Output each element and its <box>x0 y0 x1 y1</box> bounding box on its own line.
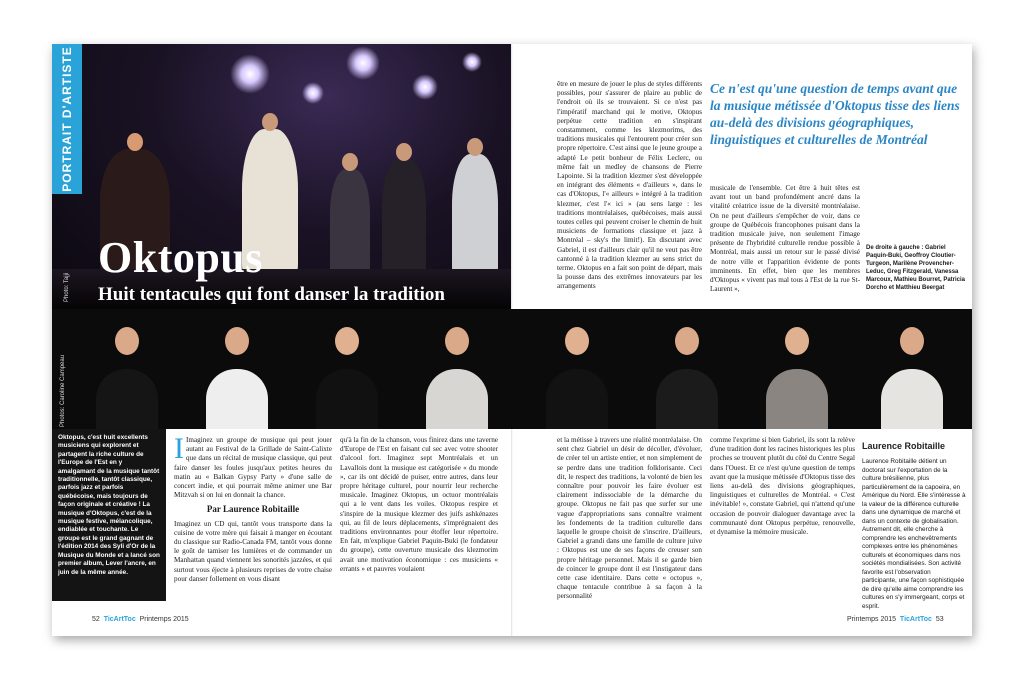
portrait-singer <box>292 309 402 429</box>
portrait-accordion <box>632 309 742 429</box>
hero-photo <box>52 44 511 309</box>
hero-photo-credit: Photo: Tajji <box>64 272 70 302</box>
intro-caption-box <box>52 429 166 601</box>
folio-left: 52 TicArtToc Printemps 2015 <box>92 616 189 623</box>
performer-trombone <box>452 154 498 279</box>
body-column-6: comme l'exprime si bien Gabriel, ils sont la relève d'une tradition dont les racines historiques les plus proches se trouvent plutôt du côté du Centre Segal dans l'Ouest. Et ce n'est qu'une question de temps avant que la musique métissée d'Oktopus tisse des liens au-delà des divisions géographiques, linguistiques et culturelles de Montréal. « C'est inévitable! », constate Gabriel, qui n'attend qu'une occasion de pouvoir dialoguer davantage avec la communauté dont Oktopus perpétue, renouvelle, et dynamise la mémoire musicale. <box>710 436 855 537</box>
portrait-trombone-woman <box>742 309 852 429</box>
portrait-clarinet <box>72 309 182 429</box>
pull-quote: Ce n'est qu'une question de temps avant que la musique métissée d'Oktopus tisse des liens au-delà des divisions géographiques, linguistiques et culturelles de Montréal <box>710 81 960 147</box>
rubric-label: PORTRAIT D'ARTISTE <box>60 46 74 192</box>
intro-caption: Oktopus, c'est huit excellents musiciens qui explorent et partagent la riche culture de l'Europe de l'Est en y amalgamant de la musique tantôt traditionnelle, tantôt classique, parfois jazz et parfois québécoise, mais toujours de façon originale et créative ! La musique d'Oktopus, c'est de la musique festive, mélancolique, endiablée et touchante. Le groupe est le grand gagnant de l'édition 2014 des Syli d'Or de la Musique du Monde et a lancé son premier album, Lever l'ancre, en juin de la même année. <box>58 434 160 576</box>
body-paragraph: Imaginez un CD qui, tantôt vous transporte dans la cuisine de votre mère qui faisait à manger en écoutant du classique sur Radio-Canada FM, tantôt vous donne le goût de tamiser les lumières et de commander un Manhattan quand viennent les sonorités jazzées, et qui surtout vous éjecte à plusieurs reprises de votre chaise pour danser follement en vous disant <box>174 519 332 583</box>
stage-light <box>412 74 438 100</box>
body-column-2: qu'à la fin de la chanson, vous finirez dans une taverne d'Europe de l'Est en faisant cul sec avec votre shooter d'alcool fort. Imaginez sept Montréalais et un Lavallois dont la musique est catégorisée « du monde », car ils ont décidé de puiser, entre autres, dans leur propre héritage culturel, pour nourrir leur recherche musicale. Imaginez Oktopus, un octuor montréalais qui a le vent dans les voiles. Oktopus respire et s'inspire de la musique klezmer des juifs ashkénazes qui, au fil de leurs déplacements, s'imprégnaient des traditions environnantes pour étoffer leur répertoire. En fait, m'explique Gabriel Paquin-Buki (le fondateur du groupe), cette ouverture musicale des klezmorim avait une motivation économique : ces musiciens « errants » et pauvres voulaient <box>340 436 498 573</box>
portrait-violinist <box>522 309 632 429</box>
rubric-tab <box>52 44 82 194</box>
performer-violin <box>382 159 426 279</box>
author-box-text: Laurence Robitaille détient un doctorat sur l'exportation de la culture brésilienne, plus particulièrement de la capoeira, en Amérique du Nord. Elle s'intéresse à la valeur de la différence culturelle dans une dynamique de marché et dans un contexte de globalisation. Autrement dit, elle cherche à comprendre les enchevêtrements complexes entre les phénomènes culturels et économiques dans nos sociétés mondialisées. Son activité favorite est l'observation participante, une façon sophistiquée de dire qu'elle aime comprendre les cultures en s'y immergeant, corps et esprit. <box>862 458 966 610</box>
performer-horn <box>330 169 370 279</box>
body-column-3: être en mesure de jouer le plus de styles différents possibles, pour s'assurer de plaire au public de l'endroit où ils se trouvaient. Si ce n'est pas l'impératif marchand qui le motive, Oktopus perpétue cette tradition en s'inspirant constamment, comme les klezmorims, des traditions musicales qui l'entourent pour créer son propre répertoire. C'est ainsi que le jeune groupe a adapté Le petit bonheur de Félix Leclerc, ou même fait un medley de chansons de Pierre Lapointe. Si la tradition klezmer s'est développée en intégrant des éléments « d'ailleurs », dans le cas d'Oktopus, l'« ailleurs » intégré à la tradition klezmer, c'est l'« ici » (au sens large : les traditions montréalaises, québécoises, mais aussi toutes celles qui peuvent croiser le chemin de huit musiciens de formations classique et jazz à Montréal – sky's the limit!). En discutant avec Gabriel, il est d'ailleurs clair qu'il ne veut pas être cantonné à la tradition klezmer au sens strict du terme. Oktopus en a fait son point de départ, mais la pousse dans des extrêmes innovateurs par les arrangements <box>557 80 702 291</box>
magazine-spread <box>52 44 972 636</box>
drop-cap: I <box>174 432 184 465</box>
stage-light <box>462 52 482 72</box>
body-column-1 <box>174 432 332 584</box>
stage-light <box>346 46 380 80</box>
page-gutter <box>511 44 513 636</box>
lead-paragraph: Imaginez un groupe de musique qui peut jouer autant au Festival de la Grillade de Saint-Calixte que dans un récital de musique classique, qui peut faire danser les foules jusqu'aux petites heures du matin au « Balkan Gypsy Party » d'une salle de concert indie, et qui pourrait même animer une Bar Mitzvah si on lui en donnait la chance. <box>174 436 332 500</box>
portrait-trumpet <box>182 309 292 429</box>
stage-light <box>230 54 270 94</box>
folio-right: Printemps 2015 TicArtToc 53 <box>847 616 944 623</box>
body-column-4: musicale de l'ensemble. Cet être à huit têtes est avant tout un band profondément ancré dans la vitalité créatrice issue de la diversité montréalaise. On ne peut d'ailleurs s'empêcher de voir, dans ce groupe de Québécois francophones puisant dans la tradition musicale juive, non seulement l'image présente de l'hybridité culturelle rendue possible à Montréal, mais aussi un retour sur le passé divisé de notre ville et l'apparition évidente de ponts imminents. En effet, bien que les membres d'Oktopus « vivent pas mal tous à l'Est de la rue St-Laurent », <box>710 184 860 294</box>
portraits-photo-credit: Photos: Caroline Campeau <box>60 354 66 427</box>
portrait-drummer <box>402 309 512 429</box>
portrait-trombone-man <box>852 309 972 429</box>
crew-caption: De droite à gauche : Gabriel Paquin-Buki, Geoffroy Cloutier-Turgeon, Marilène Provencher-Leduc, Greg Fitzgerald, Vanessa Marcoux, Mathieu Bourret, Patricia Dorcho et Matthieu Beergat <box>866 245 966 291</box>
author-box-title: Laurence Robitaille <box>862 441 946 451</box>
body-column-5: et la métisse à travers une réalité montréalaise. On sent chez Gabriel un désir de décoller, d'évoluer, de créer tel un artiste entier, et non simplement de se perdre dans une tradition folklorisante. Ceci dit, le respect des traditions, la volonté de bien les connaître pour pouvoir les faire évoluer est clairement indissociable de la démarche du groupe. Oktopus ne fait pas que surfer sur une vague d'appropriations sans connaître vraiment les fondements de la tradition culturelle dans laquelle le groupe choisit de s'inscrire. D'ailleurs, Gabriel a grandi dans une famille de culture juive : Oktopus est une de ses façons de creuser son propre héritage personnel. Mais il se garde bien de coincer le groupe dont il est l'instigateur dans cette case identitaire. Dans cette « octopus », chaque tentacule contribue à sa façon à la personnalité <box>557 436 702 601</box>
stage-light <box>302 82 324 104</box>
article-subtitle: Huit tentacules qui font danser la tradition <box>98 284 445 305</box>
article-title: Oktopus <box>98 233 263 282</box>
byline: Par Laurence Robitaille <box>206 504 300 515</box>
